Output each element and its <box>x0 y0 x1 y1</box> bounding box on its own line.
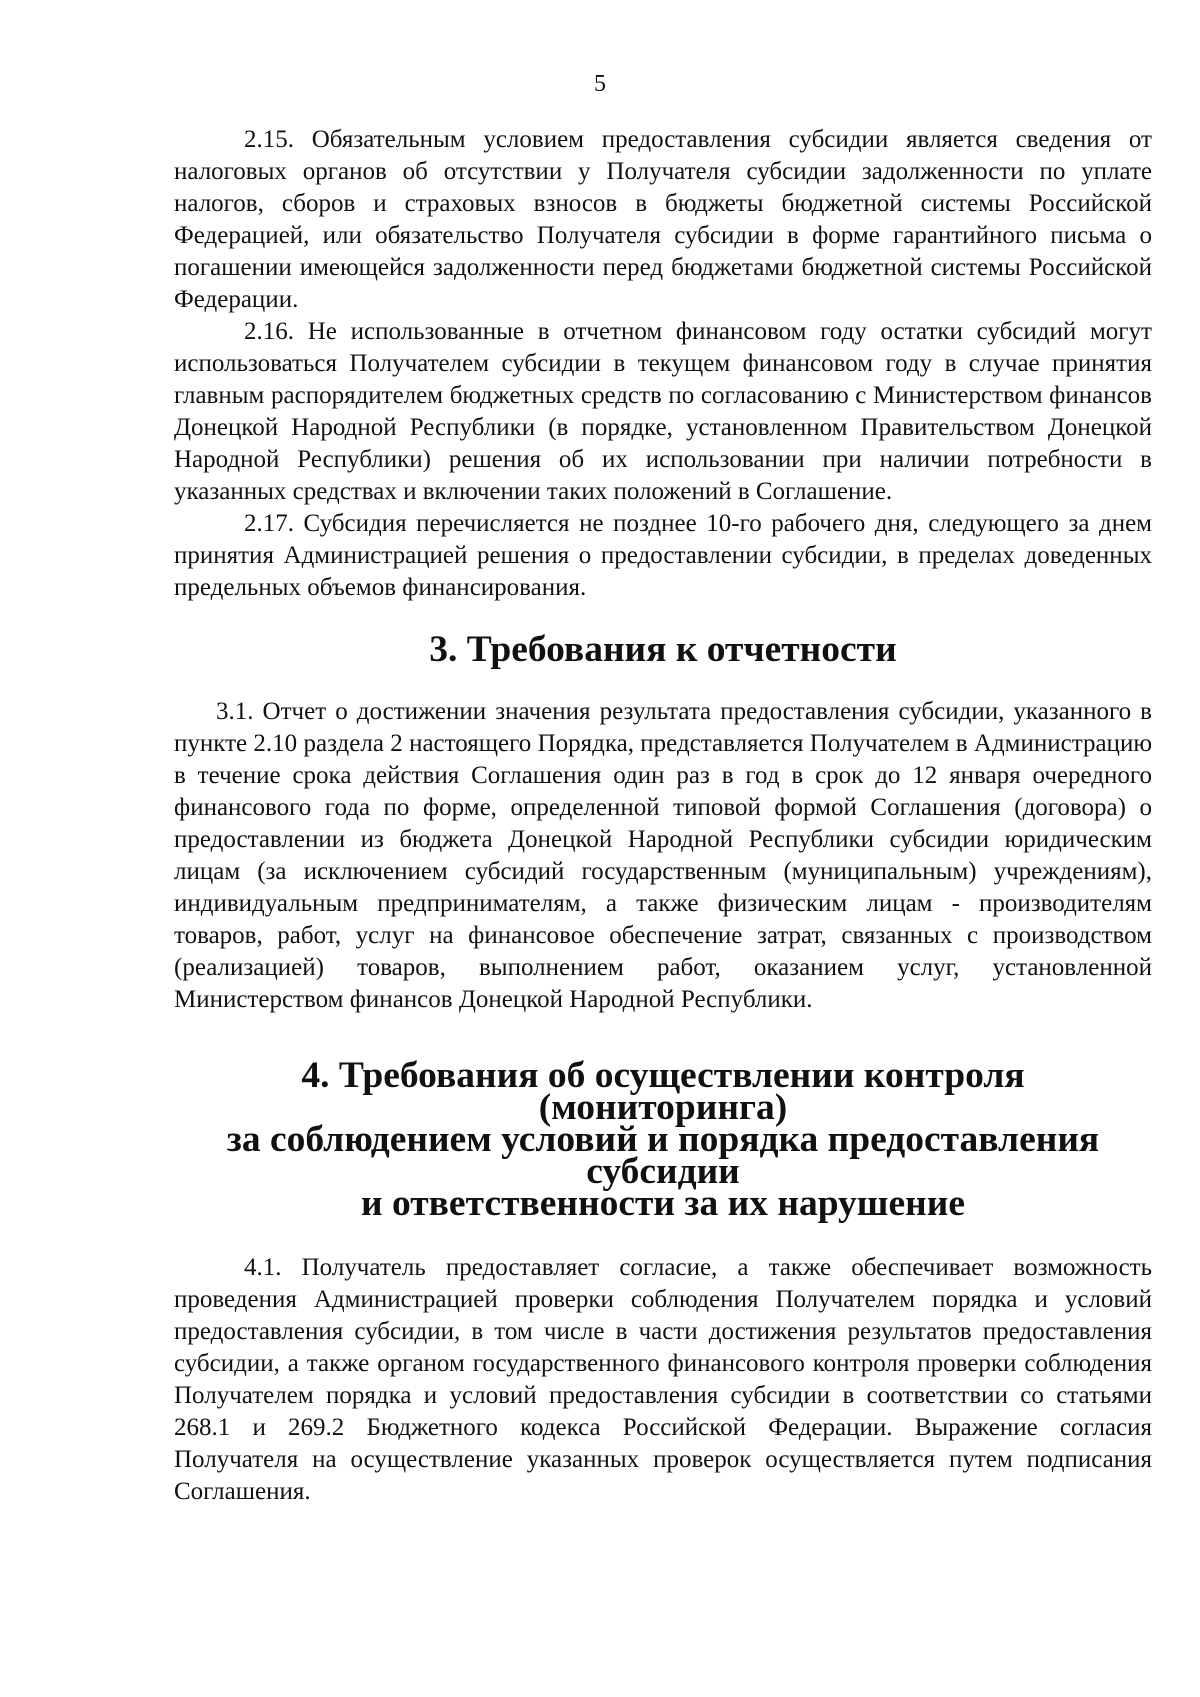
paragraph-4-1: 4.1. Получатель предоставляет согласие, а также обеспечивает возможность проведения Администрацией проверки соблюдения Получателем порядка и условий предоставления субсидии, в том числе в части достижения результатов предоставления субсидии, а также органом государственного финансового контроля проверки соблюдения Получателем порядка и условий предоставления субсидии в соответствии со статьями 268.1 и 269.2 Бюджетного кодекса Российской Федерации. Выражение согласия Получателя на осуществление указанных проверок осуществляется путем подписания Соглашения. <box>174 1254 1152 1505</box>
section-gap <box>174 666 1152 696</box>
section-gap <box>174 1016 1152 1060</box>
section-4-heading <box>174 1055 1152 1224</box>
section-4-heading-line-2: за соблюдением условий и порядка предоставления субсидии <box>226 1119 1100 1192</box>
section-4-heading-line-1: 4. Требования об осуществлении контроля (мониторинга) <box>301 1055 1025 1128</box>
paragraph-2-15: 2.15. Обязательным условием предоставления субсидии является сведения от налоговых органов об отсутствии у Получателя субсидии задолженности по уплате налогов, сборов и страховых взносов в бюджеты бюджетной системы Российской Федерацией, или обязательство Получателя субсидии в форме гарантийного письма о погашении имеющейся задолженности перед бюджетами бюджетной системы Российской Федерации. <box>174 126 1152 313</box>
section-gap <box>174 1220 1152 1252</box>
section-3-heading: 3. Требования к отчетности <box>429 629 897 670</box>
paragraph-2-17: 2.17. Субсидия перечисляется не позднее 10-го рабочего дня, следующего за днем принятия Администрацией решения о предоставлении субсидии, в пределах доведенных предельных объемов финансирования. <box>174 510 1152 601</box>
paragraph-2-16: 2.16. Не использованные в отчетном финансовом году остатки субсидий могут использоваться Получателем субсидии в текущем финансовом году в случае принятия главным распорядителем бюджетных средств по согласованию с Министерством финансов Донецкой Народной Республики (в порядке, установленном Правительством Донецкой Народной Республики) решения об их использовании при наличии потребности в указанных средствах и включении таких положений в Соглашение. <box>174 318 1152 505</box>
section-4-heading-line-3: и ответственности за их нарушение <box>361 1183 965 1224</box>
paragraph-3-1: 3.1. Отчет о достижении значения результата предоставления субсидии, указанного в пункте 2.10 раздела 2 настоящего Порядка, представляется Получателем в Администрацию в течение срока действия Соглашения один раз в год в срок до 12 января очередного финансового года по форме, определенной типовой формой Соглашения (договора) о предоставлении из бюджета Донецкой Народной Республики субсидии юридическим лицам (за исключением субсидий государственным (муниципальным) учреждениям), индивидуальным предпринимателям, а также физическим лицам - производителям товаров, работ, услуг на финансовое обеспечение затрат, связанных с производством (реализацией) товаров, выполнением работ, оказанием услуг, установленной Министерством финансов Донецкой Народной Республики. <box>174 698 1152 1013</box>
page-number: 5 <box>594 71 606 97</box>
document-body <box>174 124 1152 1508</box>
